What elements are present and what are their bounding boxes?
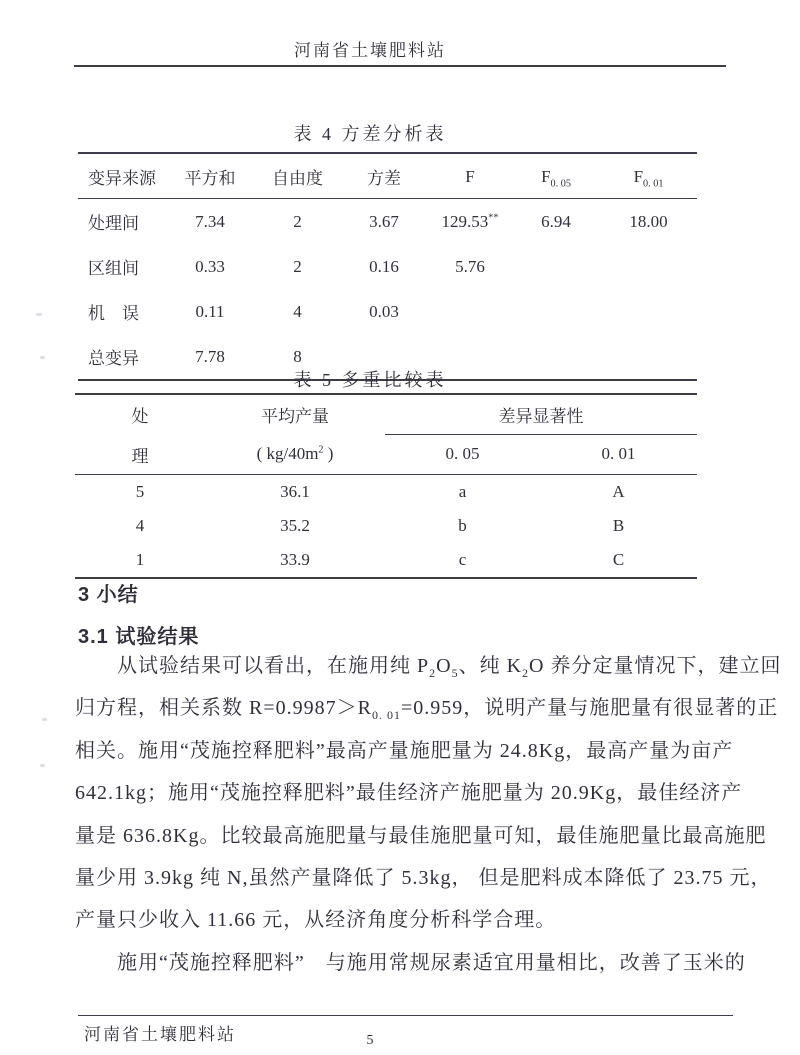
table4-cell: 机 误 [88,304,139,323]
table4-row [78,199,697,245]
table5-header-row [75,394,697,435]
table5-header-cell: 0. 01 [540,435,697,475]
table4-header-row [78,153,697,199]
body-line: 642.1kg；施用“茂施控释肥料”最佳经济产施肥量为 20.9Kg，最佳经济产 [75,782,743,805]
body-line: 归方程，相关系数 $R=0.9987>R_{0. 01}=0.959$，说明产量与施肥量有很显著的正 [75,697,779,723]
body-line: 量是 636.8Kg。比较最高施肥量与最佳施肥量可知，最佳施肥量比最高施肥 [75,824,767,847]
table5-header-cell: ( $kg/40m^2$ ) [205,435,385,475]
table5-header-row [75,435,697,475]
table4-cell: 0.33 [195,256,225,276]
body-line: 量少用 3.9kg 纯 N,虽然产量降低了 5.3kg， 但是肥料成本降低了 23.75 元， [75,866,772,889]
scan-speck [42,718,47,721]
section-heading-summary: 3 小结 [78,584,139,606]
body-line: 产量只少收入 11.66 元，从经济角度分析科学合理。 [75,909,557,932]
table4-cell: 6.94 [541,211,571,231]
table5-cell: 35.2 [280,515,310,535]
body-paragraphs [75,645,782,984]
table5-cell: 5 [135,481,145,501]
table5-cell: A [612,481,625,501]
table4-cell [600,289,697,334]
body-line: 施用“茂施控释肥料” 与施用常规尿素适宜用量相比，改善了玉米的 [117,951,746,974]
table4-cell: 0.11 [195,301,225,321]
table4-header-cell: 方差 [340,153,428,199]
table4-cell: 2 [293,211,302,231]
scan-speck [40,356,45,359]
table5-cell: c [458,549,467,569]
table4-cell: 2 [293,256,302,276]
table4-row [78,244,697,289]
footer-organization: 河南省土壤肥料站 [84,1025,236,1044]
table5-cell: 33.9 [280,549,310,569]
table5-row [75,509,697,543]
table5-header-cell: 平均产量 [261,407,329,427]
anova-table [78,152,697,381]
table4-cell: 3.67 [369,211,399,231]
table5-cell: 4 [135,515,145,535]
table4-header-cell: 平方和 [165,153,255,199]
table4-cell: 8 [293,346,302,366]
table5-cell: 36.1 [280,481,310,501]
table5-cell: 1 [135,549,145,569]
table4-cell: 7.34 [195,211,225,231]
table4-header-cell: 变异来源 [78,153,165,199]
table4-cell: 5.76 [455,256,485,276]
table4-cell [512,289,600,334]
page-number: 5 [366,1033,374,1048]
table5-header-cell: 处 [131,407,149,427]
body-line: 相关。施用“茂施控释肥料”最高产量施肥量为 24.8Kg，最高产量为亩产 [75,739,734,762]
table4-cell: 129.53** [441,211,499,231]
table4-header-cell: F [428,153,512,199]
table4-header-cell: $F_{0. 05}$ [512,153,600,199]
table5-title: 表 5 多重比较表 [293,370,447,390]
table4-header-cell: $F_{0. 01}$ [600,153,697,199]
table5-cell: C [612,549,625,569]
comparison-table [75,393,697,579]
table5-cell: B [612,515,625,535]
table4-cell [512,244,600,289]
table4-cell: 0.16 [369,256,399,276]
table5-group-header: 差异显著性 [385,394,697,435]
table4-cell: 0.03 [369,301,399,321]
table4-cell: 7.78 [195,346,225,366]
scan-speck [40,764,45,767]
table4-cell: 4 [293,301,302,321]
scan-speck [36,313,42,316]
table5-cell: a [458,481,467,501]
footer-rule [78,1015,733,1016]
table4-cell: 总变异 [88,349,139,368]
table5-cell: b [458,515,467,535]
table4-cell: 18.00 [629,211,668,231]
table5-row [75,474,697,509]
page-header-title: 河南省土壤肥料站 [294,41,446,60]
table4-title: 表 4 方差分析表 [293,124,447,144]
table4-header-cell: 自由度 [255,153,340,199]
table4-cell: 区组间 [88,259,139,278]
section-heading-results: 3.1 试验结果 [78,626,200,648]
table5-header-cell: 理 [75,435,205,475]
table4-row [78,289,697,334]
table4-cell [428,289,512,334]
body-line: 从试验结果可以看出，在施用纯 $P_2O_5$、纯 $K_2O$ 养分定量情况下，建立回 [117,655,782,680]
table4-cell: 处理间 [88,214,139,233]
table4-cell [600,244,697,289]
table5-header-cell: 0. 05 [385,435,540,475]
header-rule [74,65,726,67]
table5-row [75,543,697,578]
